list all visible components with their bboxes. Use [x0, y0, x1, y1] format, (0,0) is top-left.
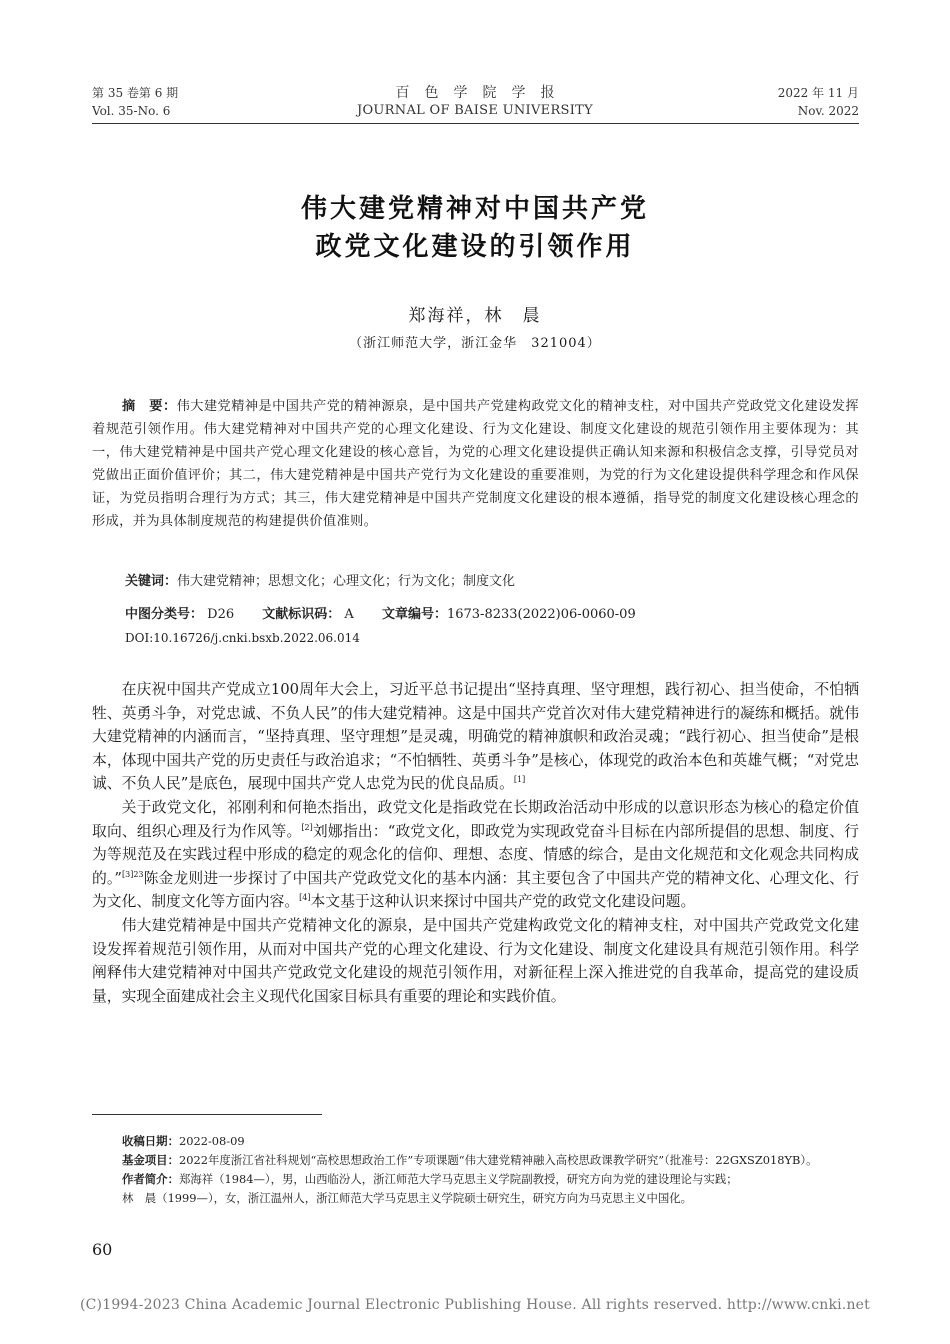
paragraph-2-text-d: 本文基于这种认识来探讨中国共产党的政党文化建设问题。 [310, 893, 696, 911]
publication-date [778, 84, 859, 120]
article-title-line1: 伟大建党精神对中国共产党 [300, 194, 649, 224]
doc-code-value: A [344, 607, 354, 622]
copyright-notice: (C)1994-2023 China Academic Journal Electronic Publishing House. All rights reserved. http://www.cnki.net [79, 1297, 870, 1313]
paragraph-2-text-c: 陈金龙则进一步探讨了中国共产党政党文化的基本内涵：其主要包含了中国共产党的精神文化、心理文化、行为文化、制度文化等方面内容。 [92, 869, 859, 911]
received-value: 2022-08-09 [178, 1134, 245, 1148]
header-rule [92, 123, 859, 124]
citation-3: [3]23 [121, 869, 144, 879]
volume-issue-en: Vol. 35-No. 6 [92, 104, 171, 118]
received-label: 收稿日期： [122, 1134, 179, 1148]
journal-name-en: JOURNAL OF BAISE UNIVERSITY [356, 103, 594, 118]
paragraph-2-text-a: 关于政党文化，祁刚利和何艳杰指出，政党文化是指政党在长期政治活动中形成的以意识形态为核心的稳定价值取向、组织心理及行为作风等。 [92, 798, 859, 840]
article-title [0, 190, 950, 266]
keywords [125, 571, 892, 593]
journal-name-cn: 百色学院学报 [395, 85, 570, 101]
fund-project [92, 1151, 859, 1170]
author-bio [92, 1170, 859, 1208]
citation-2: [2] [301, 822, 313, 832]
keywords-label: 关键词： [125, 574, 178, 589]
publication-date-en: Nov. 2022 [797, 104, 859, 118]
clc-label: 中图分类号： [125, 607, 204, 622]
author-bio-2: 林 晨（1999—），女，浙江温州人，浙江师范大学马克思主义学院硕士研究生，研究方向为马克思主义中国化。 [122, 1191, 693, 1205]
paragraph-3-text: 伟大建党精神是中国共产党精神文化的源泉，是中国共产党建构政党文化的精神支柱，对中国共产党政党文化建设发挥着规范引领作用，从而对中国共产党的心理文化建设、行为文化建设、制度文化建设具有规范引领作用。科学阐释伟大建党精神对中国共产党政党文化建设的规范引领作用，对新征程上深入推进党的自我革命，提高党的建设质量，实现全面建成社会主义现代化国家目标具有重要的理论和实践价值。 [92, 916, 859, 1005]
publication-date-cn: 2022 年 11 月 [777, 86, 859, 100]
article-number-label: 文章编号： [381, 607, 447, 622]
paragraph-2-text-b: 刘娜指出：“政党文化，即政党为实现政党奋斗目标在内部所提倡的思想、制度、行为等规范及在实践过程中形成的稳定的观念化的信仰、理想、态度、情感的综合，是由文化规范和文化观念共同构成的。” [92, 822, 859, 887]
page-number: 60 [92, 1240, 113, 1259]
author-bio-1: 郑海祥（1984—），男，山西临汾人，浙江师范大学马克思主义学院副教授，研究方向为党的建设理论与实践； [178, 1172, 738, 1186]
abstract-text: 伟大建党精神是中国共产党的精神源泉，是中国共产党建构政党文化的精神支柱，对中国共产党政党文化建设发挥着规范引领作用。伟大建党精神对中国共产党的心理文化建设、行为文化建设、制度文化建设的规范引领作用主要体现为：其一，伟大建党精神是中国共产党心理文化建设的核心意旨，为党的心理文化建设提供正确认知来源和积极信念支撑，引导党员对党做出正面价值评价；其二，伟大建党精神是中国共产党行为文化建设的重要准则，为党的行为文化建设提供科学理念和作风保证，为党员指明合理行为方式；其三，伟大建党精神是中国共产党制度文化建设的根本遵循，指导党的制度文化建设核心理念的形成，并为具体制度规范的构建提供价值准则。 [92, 399, 859, 529]
citation-1: [1] [513, 775, 526, 785]
author-bio-label: 作者简介： [122, 1172, 179, 1186]
doi: DOI:10.16726/j.cnki.bsxb.2022.06.014 [125, 631, 360, 645]
paragraph-1 [92, 678, 859, 796]
clc-value: D26 [207, 607, 235, 622]
paragraph-1-text: 在庆祝中国共产党成立100周年大会上，习近平总书记提出“坚持真理、坚守理想，践行初心、担当使命，不怕牺牲、英勇斗争，对党忠诚、不负人民”的伟大建党精神。这是中国共产党首次对伟大建党精神进行的凝练和概括。就伟大建党精神的内涵而言，“坚持真理、坚守理想”是灵魂，明确党的精神旗帜和政治灵魂；“践行初心、担当使命”是根本，体现中国共产党的历史责任与政治追求；“不怕牺牲、英勇斗争”是核心，体现党的政治本色和英雄气概；“对党忠诚、不负人民”是底色，展现中国共产党人忠党为民的优良品质。 [92, 681, 859, 793]
received-date [92, 1132, 859, 1151]
abstract [92, 395, 859, 533]
paragraph-2 [92, 796, 859, 914]
paragraph-3 [92, 914, 859, 1008]
abstract-label: 摘 要： [122, 399, 177, 414]
body-text [92, 678, 859, 1008]
affiliation: （浙江师范大学，浙江金华 321004） [349, 336, 601, 351]
article-number-value: 1673-8233(2022)06-0060-09 [446, 607, 636, 622]
footnote-rule [92, 1114, 322, 1115]
classification [125, 604, 892, 626]
citation-4: [4] [299, 893, 311, 903]
volume-issue-cn: 第 35 卷第 6 期 [92, 86, 179, 100]
fund-label: 基金项目： [122, 1153, 179, 1167]
article-title-line2: 政党文化建设的引领作用 [315, 232, 635, 262]
authors: 郑海祥，林 晨 [408, 306, 542, 326]
fund-value: 2022年度浙江省社科规划“高校思想政治工作”专项课题“伟大建党精神融入高校思政课教学研究”（批准号：22GXSZ018YB）。 [178, 1153, 818, 1167]
doc-code-label: 文献标识码： [262, 607, 341, 622]
keywords-text: 伟大建党精神；思想文化；心理文化；行为文化；制度文化 [177, 574, 516, 589]
footnotes [92, 1132, 859, 1208]
